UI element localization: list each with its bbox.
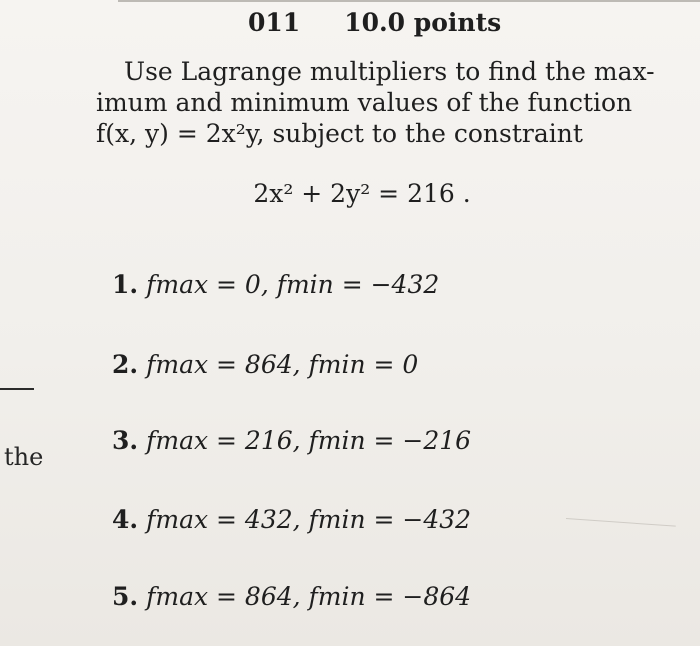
- choice-1-answer: fmax = 0, fmin = −432: [146, 270, 440, 299]
- top-divider: [118, 0, 700, 2]
- choice-5-number: 5.: [112, 582, 139, 611]
- choice-4[interactable]: [112, 505, 471, 535]
- choice-1-number: 1.: [112, 270, 139, 299]
- problem-line-3: f(x, y) = 2x²y, subject to the constraint: [96, 119, 583, 148]
- problem-statement: [96, 56, 655, 149]
- margin-word: the: [4, 443, 44, 471]
- choice-3-number: 3.: [112, 426, 139, 455]
- constraint-equation: 2x² + 2y² = 216 .: [253, 179, 471, 208]
- choice-2[interactable]: [112, 350, 418, 380]
- margin-dash: [0, 388, 34, 390]
- choice-4-answer: fmax = 432, fmin = −432: [146, 505, 472, 534]
- choice-4-number: 4.: [112, 505, 139, 534]
- problem-number: 011: [248, 8, 301, 37]
- problem-line-1: Use Lagrange multipliers to find the max-: [124, 57, 655, 86]
- choice-2-number: 2.: [112, 350, 139, 379]
- faint-pencil-mark: [566, 518, 676, 527]
- choice-5[interactable]: [112, 582, 471, 612]
- problem-line-2: imum and minimum values of the function: [96, 88, 633, 117]
- choice-3-answer: fmax = 216, fmin = −216: [146, 426, 472, 455]
- problem-points: 10.0 points: [344, 8, 502, 37]
- choice-1[interactable]: [112, 270, 439, 300]
- choice-3[interactable]: [112, 426, 471, 456]
- choice-5-answer: fmax = 864, fmin = −864: [146, 582, 472, 611]
- problem-header: [248, 8, 501, 38]
- choice-2-answer: fmax = 864, fmin = 0: [146, 350, 419, 379]
